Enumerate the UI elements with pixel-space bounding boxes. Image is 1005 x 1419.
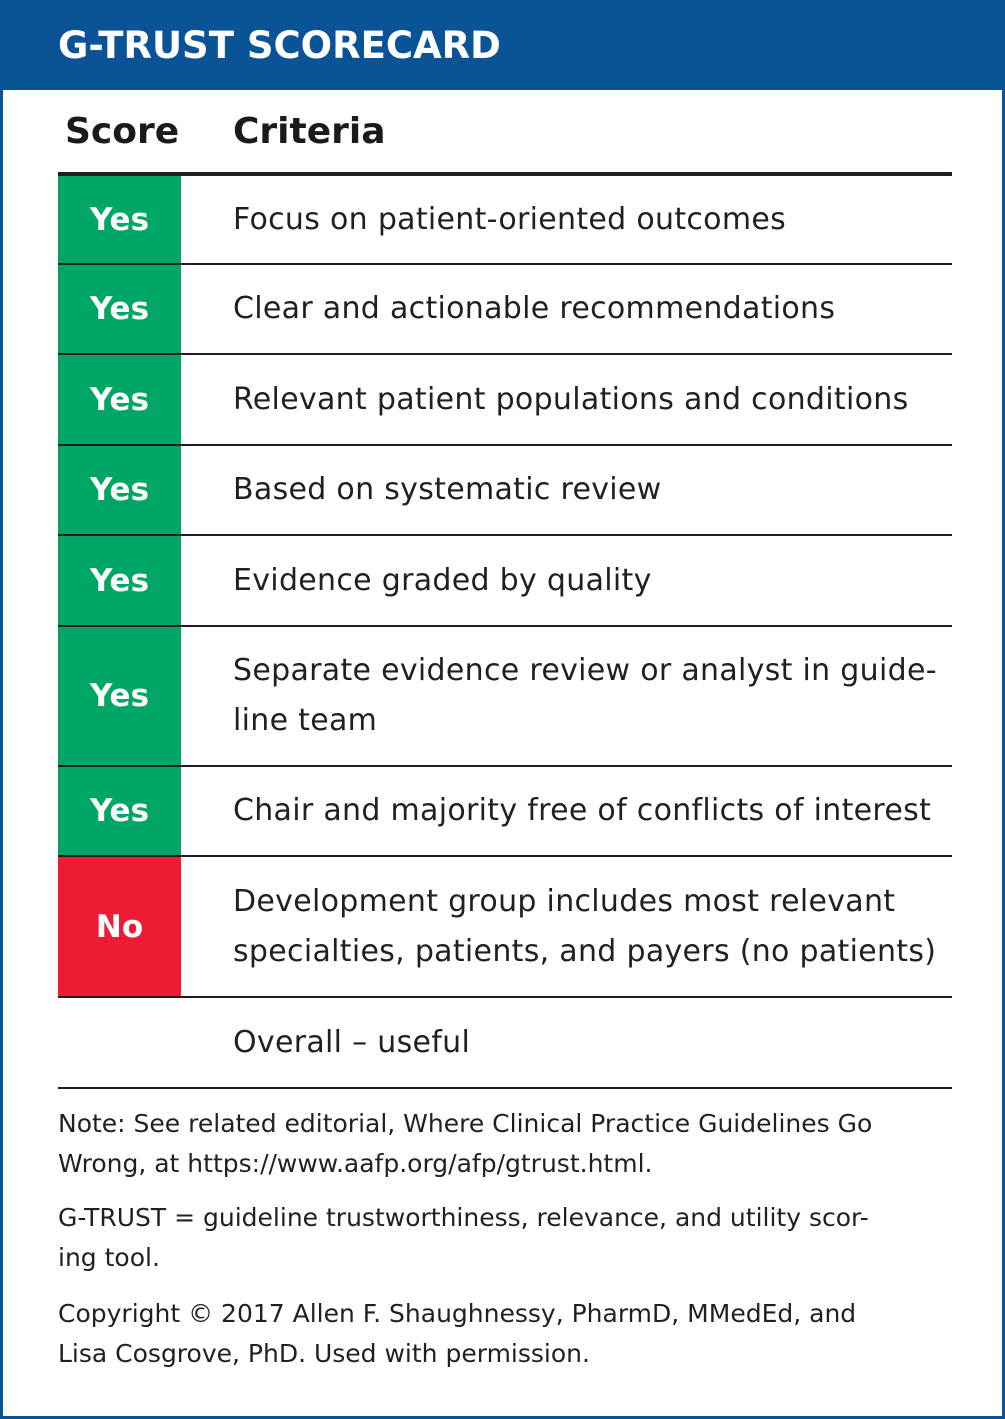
overall-row <box>58 998 952 1089</box>
score-badge-yes: Yes <box>58 627 181 765</box>
column-header-criteria: Criteria <box>233 111 386 152</box>
table-row <box>58 176 952 265</box>
table-row <box>58 265 952 355</box>
criteria-cell <box>233 627 952 765</box>
criteria-text: Based on systematic review <box>233 472 662 507</box>
editorial-note-line: Wrong, at https://www.aafp.org/afp/gtrust.html. <box>58 1149 653 1178</box>
copyright-line: Lisa Cosgrove, PhD. Used with permission. <box>58 1339 590 1368</box>
abbreviation-line: G-TRUST = guideline trustworthiness, relevance, and utility scor- <box>58 1203 869 1232</box>
table-row <box>58 627 952 767</box>
score-badge-yes: Yes <box>58 767 181 855</box>
overall-cell <box>233 998 952 1087</box>
table-row <box>58 536 952 627</box>
score-badge-yes: Yes <box>58 446 181 534</box>
criteria-text: Focus on patient-oriented outcomes <box>233 201 787 237</box>
score-badge-yes: Yes <box>58 176 181 263</box>
table-row <box>58 767 952 857</box>
table-row <box>58 857 952 998</box>
criteria-cell <box>233 536 952 625</box>
criteria-text: Evidence graded by quality <box>233 562 652 598</box>
column-header-score: Score <box>65 111 180 152</box>
overall-rating: Overall – useful <box>233 1024 471 1060</box>
criteria-cell <box>233 355 952 444</box>
score-badge-yes: Yes <box>58 355 181 444</box>
criteria-text: Chair and majority free of conflicts of interest <box>233 793 932 828</box>
criteria-cell <box>233 857 952 996</box>
table-row <box>58 446 952 536</box>
copyright-line: Copyright © 2017 Allen F. Shaughnessy, PharmD, MMedEd, and <box>58 1299 857 1328</box>
criteria-text-line: Separate evidence review or analyst in guide- <box>233 653 937 688</box>
note-text: See related editorial, Where Clinical Practice Guidelines Go <box>125 1109 873 1138</box>
scorecard-title: G-TRUST SCORECARD <box>58 24 501 67</box>
copyright-note <box>58 1294 952 1374</box>
criteria-text-line: line team <box>233 703 378 738</box>
criteria-cell <box>233 176 952 263</box>
score-badge-no: No <box>58 857 181 996</box>
criteria-cell <box>233 265 952 353</box>
editorial-note-line <box>58 1104 952 1144</box>
score-badge-yes: Yes <box>58 265 181 353</box>
criteria-text: Clear and actionable recommendations <box>233 291 836 326</box>
criteria-text-line: Development group includes most relevant <box>233 883 896 919</box>
abbreviation-note <box>58 1198 952 1278</box>
criteria-text: Relevant patient populations and conditions <box>233 381 909 417</box>
note-label: Note: <box>58 1109 126 1138</box>
table-row <box>58 355 952 446</box>
score-badge-yes: Yes <box>58 536 181 625</box>
criteria-cell <box>233 767 952 855</box>
title-banner <box>3 0 1005 90</box>
footnotes <box>58 1104 952 1184</box>
abbreviation-line: ing tool. <box>58 1243 160 1272</box>
criteria-cell <box>233 446 952 534</box>
criteria-text-line: specialties, patients, and payers (no patients) <box>233 933 937 969</box>
